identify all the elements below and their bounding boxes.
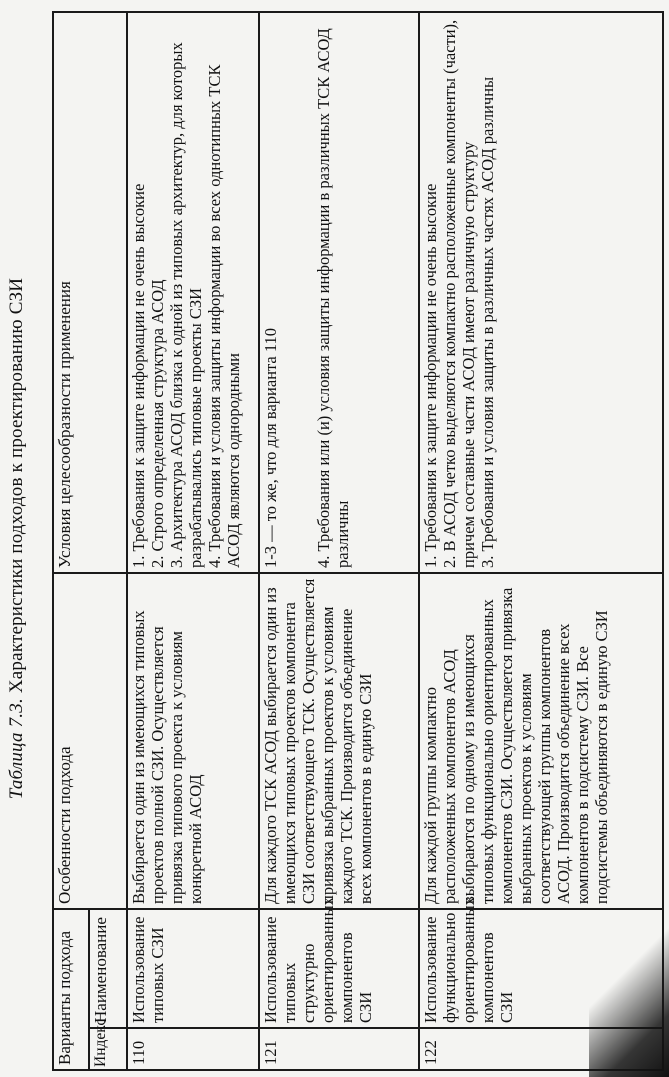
row-features: Для каждой группы компактно расположенных компонентов АСОД выбираются по одному из имеющихся типовых функционально ориентированных компонентов СЗИ. Осуществляется привязка выбранных проектов к условиям соответствующей группы компонентов АСОД. Производится объединение всех компонентов в подсистему СЗИ. Все подсистемы объединяются в единую СЗИ [419, 573, 663, 909]
row-conditions [127, 12, 259, 573]
header-variants: Варианты подхода [53, 909, 89, 1070]
row-name: Использование функционально ориентированных компонентов СЗИ [419, 909, 663, 1028]
table-row [127, 12, 259, 1070]
table-caption [6, 0, 28, 1077]
spacer [280, 17, 314, 568]
header-conditions: Условия целесообразности применения [53, 12, 127, 573]
condition-item: 4. Требования и условия защиты информации во всех однотипных ТСК АСОД являются однородными [205, 64, 243, 568]
row-index: 121 [259, 1028, 419, 1070]
row-name: Использование типовых структурно ориентированных компонентов СЗИ [259, 909, 419, 1028]
condition-item: 4. Требования или (и) условия защиты информации в различных ТСК АСОД различны [314, 28, 352, 568]
row-features: Выбирается один из имеющихся типовых проектов полной СЗИ. Осуществляется привязка типового проекта к условиям конкретной АСОД [127, 573, 259, 909]
condition-item: 1. Требования к защите информации не очень высокие [421, 183, 440, 568]
condition-item: 1-3 — то же, что для варианта 110 [261, 327, 280, 568]
condition-item: 2. В АСОД четко выделяются компактно расположенные компоненты (части), причем составные части АСОД имеют различную структуру [440, 19, 478, 568]
row-features: Для каждого ТСК АСОД выбирается один из имеющихся типовых проектов компонента СЗИ соответствующего ТСК. Осуществляется привязка выбранных проектов к условиям каждого ТСК. Производится объединение всех компонентов в единую СЗИ [259, 573, 419, 909]
condition-item: 1. Требования к защите информации не очень высокие [129, 183, 148, 568]
row-index: 122 [419, 1028, 663, 1070]
table-row [259, 12, 419, 1070]
caption-label: Таблица 7.3. [6, 698, 27, 800]
table-row [419, 12, 663, 1070]
condition-item: 3. Архитектура АСОД близка к одной из типовых архитектур, для которых разрабатывались типовые проекты СЗИ [167, 42, 205, 568]
header-index: Индекс [89, 1028, 127, 1070]
row-name: Использование типовых СЗИ [127, 909, 259, 1028]
row-conditions [259, 12, 419, 573]
header-features: Особенности подхода [53, 573, 127, 909]
row-index: 110 [127, 1028, 259, 1070]
condition-item: 2. Строго определенная структура АСОД [148, 279, 167, 568]
row-conditions [419, 12, 663, 573]
caption-title: Характеристики подходов к проектированию СЗИ [6, 277, 27, 694]
approaches-table [52, 11, 664, 1071]
condition-item: 3. Требования и условия защиты в различных частях АСОД различны [478, 76, 497, 568]
header-name: Наименование [89, 909, 127, 1028]
